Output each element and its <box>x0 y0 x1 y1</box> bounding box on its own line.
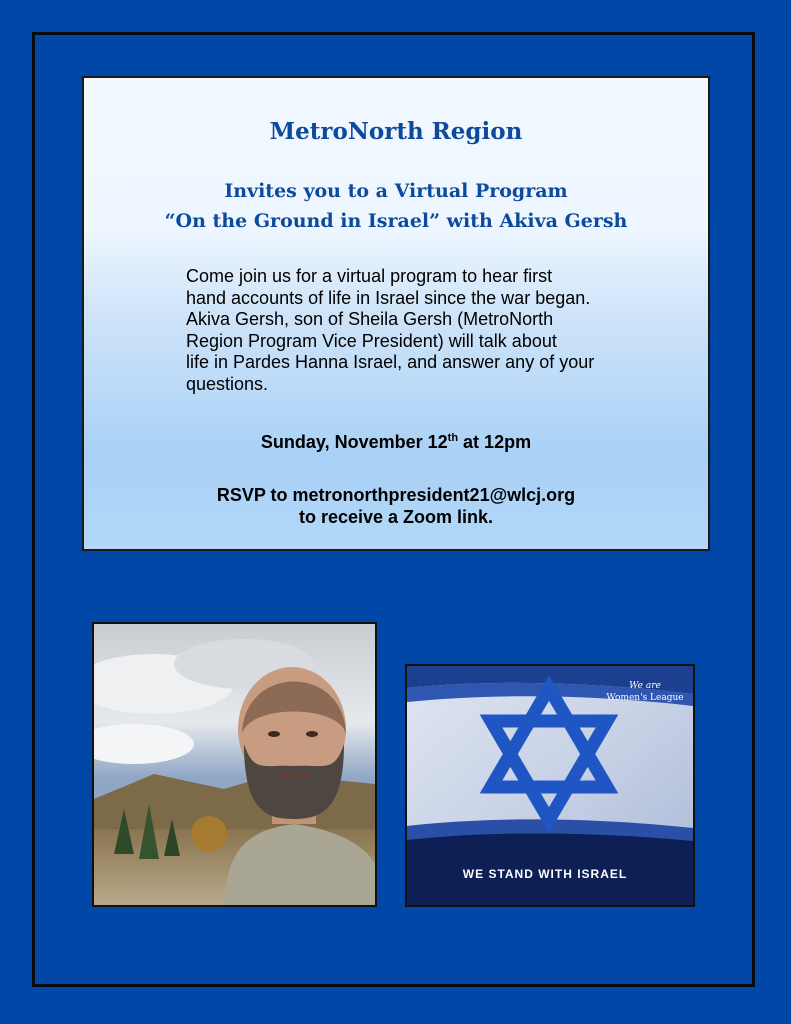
description-line: hand accounts of life in Israel since the war began. <box>186 287 591 308</box>
invitation-panel <box>82 76 710 551</box>
program-description <box>186 266 668 395</box>
date-time: at 12pm <box>458 432 532 452</box>
description-line: life in Pardes Hanna Israel, and answer any of your <box>186 352 595 372</box>
subtitle-line-2: “On the Ground in Israel” with Akiva Gersh <box>164 210 628 232</box>
logo-line-1: We are <box>629 681 661 691</box>
israel-flag-illustration <box>407 666 693 905</box>
speaker-photo <box>92 622 377 907</box>
rsvp-zoom-line: to receive a Zoom link. <box>298 507 494 527</box>
program-subtitle <box>84 176 708 236</box>
date-ordinal: th <box>447 432 459 444</box>
description-line: Akiva Gersh, son of Sheila Gersh (MetroNorth <box>186 309 554 329</box>
subtitle-line-1: Invites you to a Virtual Program <box>224 180 568 202</box>
event-date <box>84 432 708 453</box>
logo-line-2: Women's League <box>606 693 684 703</box>
date-prefix: Sunday, November 12 <box>260 432 448 452</box>
flag-caption: WE STAND WITH ISRAEL <box>462 867 628 881</box>
speaker-portrait-illustration <box>94 624 375 905</box>
rsvp-block <box>84 484 708 528</box>
we-stand-with-israel-graphic <box>405 664 695 907</box>
description-line: Come join us for a virtual program to hear first <box>186 266 553 286</box>
description-line: questions. <box>186 373 269 394</box>
page-title: MetroNorth Region <box>269 118 523 145</box>
description-line: Region Program Vice President) will talk about <box>186 330 557 351</box>
rsvp-email-line[interactable]: RSVP to metronorthpresident21@wlcj.org <box>216 485 576 505</box>
